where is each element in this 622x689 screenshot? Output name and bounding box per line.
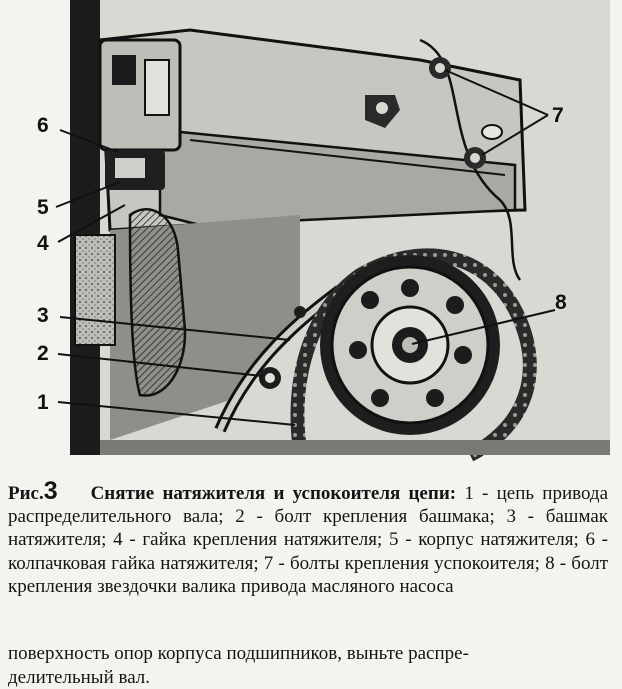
callout-3: 3 [37,305,49,326]
caption-prefix: Рис. [8,483,44,504]
body-line: делительный вал. [8,666,608,689]
callout-4: 4 [37,233,49,254]
body-line: поверхность опор корпуса подшипников, выньте распре- [8,642,608,666]
callout-2: 2 [37,343,49,364]
callout-6: 6 [37,115,49,136]
caption-figure-number: 3 [44,477,58,505]
callout-8: 8 [555,292,567,313]
callout-5: 5 [37,197,49,218]
body-paragraph [8,642,608,689]
callout-7: 7 [552,105,564,126]
caption-legend-text: 1 - цепь привода распределительного вала; 2 - болт крепления башмака; 3 - башмак натяжителя; 4 - гайка крепления натяжителя; 5 - корпус натяжителя; 6 - колпачковая гайка натяжителя; 7 - болты крепления успокоителя; 8 - болт крепления звездочки валика привода масляного насоса [8,483,608,597]
figure-caption [8,480,608,598]
caption-title: Снятие натяжителя и успокоителя цепи: [91,483,457,504]
callout-1: 1 [37,392,49,413]
